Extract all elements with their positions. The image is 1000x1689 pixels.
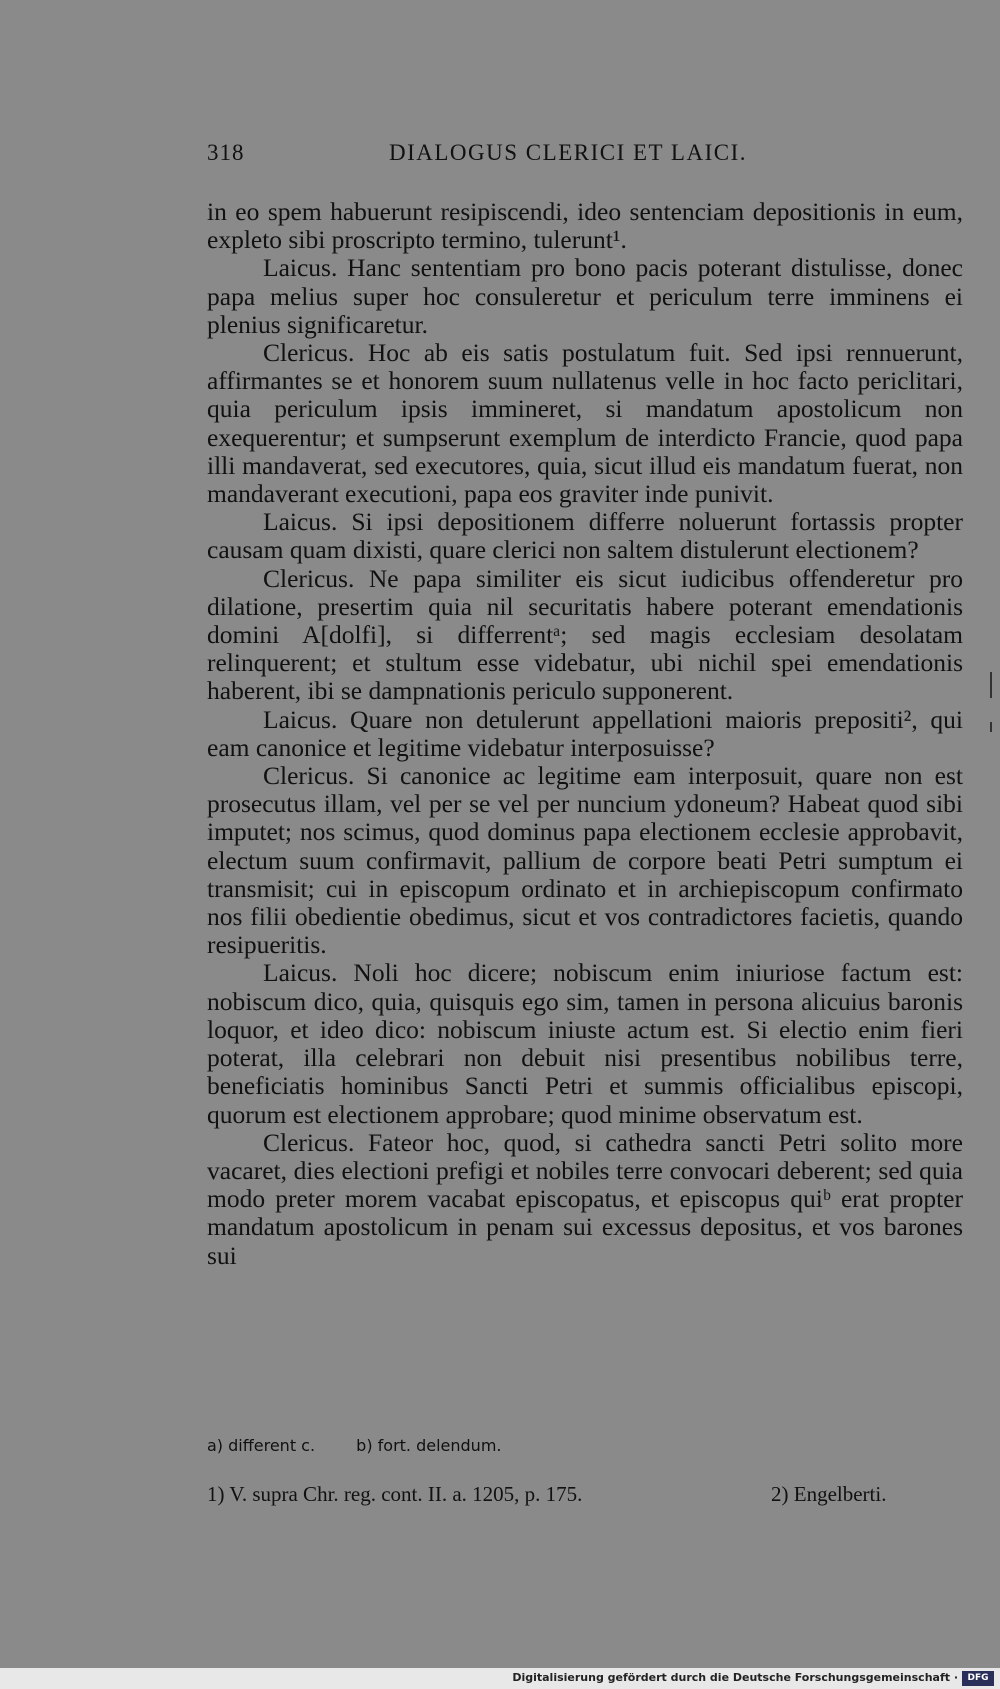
paragraph: Laicus. Si ipsi depositionem differre noluerunt fortassis propter causam quam dixisti, quare clerici non saltem distulerunt electionem? xyxy=(207,507,963,565)
funding-credit: Digitalisierung gefördert durch die Deutsche Forschungsgemeinschaft · xyxy=(512,1671,958,1684)
paragraph: in eo spem habuerunt resipiscendi, ideo sentenciam depositionis in eum, expleto sibi proscripto termino, tulerunt¹. xyxy=(207,197,963,255)
footnote: 1) V. supra Chr. reg. cont. II. a. 1205, p. 175. xyxy=(207,1482,583,1506)
paragraph: Clericus. Ne papa similiter eis sicut iudicibus offenderetur pro dilatione, presertim quia nil securitatis habere poterant emendationis domini A[dolfi], si differrentᵃ; sed magis ecclesiam desolatam relinquerent; et stultum esse videbatur, ubi nichil spei emendationis haberent, ibi se dampnationis periculo supponerent. xyxy=(207,563,963,706)
footnotes xyxy=(207,1482,963,1507)
paragraph: Laicus. Noli hoc dicere; nobiscum enim iniuriose factum est: nobiscum dico, quia, quisquis ego sim, tamen in persona alicuius baronis loquor, et ideo dico: nobiscum iniuste actum est. Si electio enim fieri poterat, illa celebrari non debuit nisi presentibus nobilibus terre, beneficiatis hominibus Sancti Petri et summis officialibus episcopi, quorum est electionem approbare; quod minime observatum est. xyxy=(207,958,963,1129)
paragraph: Clericus. Hoc ab eis satis postulatum fuit. Sed ipsi rennuerunt, affirmantes se et honorem suum nullatenus velle in hoc facto periclitari, quia periculum ipsis immineret, si mandatum apostolicum non exequerentur; et sumpserunt exemplum de interdicto Francie, quod papa illi mandaverat, sed executores, quia, sicut illud eis mandatum fuerat, non mandaverant executioni, papa eos graviter inde punivit. xyxy=(207,338,963,509)
paragraph: Laicus. Quare non detulerunt appellationi maioris prepositi², qui eam canonice et legitime videbatur interposuisse? xyxy=(207,704,963,762)
textual-note: b) fort. delendum. xyxy=(356,1436,502,1455)
footnote: 2) Engelberti. xyxy=(771,1482,887,1506)
paragraph: Clericus. Fateor hoc, quod, si cathedra sancti Petri solito more vacaret, dies electioni prefigi et nobiles terre convocari deberent; sed quia modo preter morem vacabat episcopatus, et episcopus quiᵇ erat propter mandatum apostolicum in penam sui excessus depositus, et vos barones sui xyxy=(207,1127,963,1270)
textual-note: a) different c. xyxy=(207,1436,316,1455)
textual-notes xyxy=(207,1436,963,1455)
digitization-footer xyxy=(0,1668,1000,1689)
page-number: 318 xyxy=(207,140,245,165)
margin-mark xyxy=(990,672,992,698)
paragraph: Clericus. Si canonice ac legitime eam interposuit, quare non est prosecutus illam, vel per se vel per nuncium ydoneum? Habeat quod sibi imputet; nos scimus, quod dominus papa electionem ecclesie approbavit, electum suum confirmavit, pallium de corpore beati Petri sumptum ei transmisit; cui in episcopum ordinato et in archiepiscopum confirmato nos filii obedientie obedimus, sicut et vos contradictores facietis, quando resipueritis. xyxy=(207,761,963,960)
margin-mark xyxy=(990,722,992,732)
paragraph: Laicus. Hanc sententiam pro bono pacis poterant distulisse, donec papa melius super hoc consuleretur et periculum terre imminens ei plenius significaretur. xyxy=(207,253,963,339)
main-text xyxy=(207,198,963,1270)
running-title: DIALOGUS CLERICI ET LAICI. xyxy=(389,140,747,165)
dfg-logo-icon: DFG xyxy=(962,1671,994,1686)
